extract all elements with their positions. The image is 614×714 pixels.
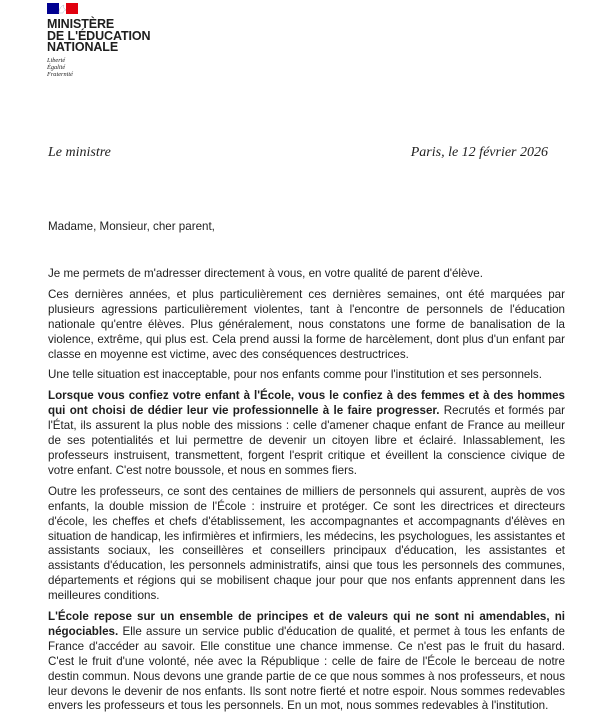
- paragraph-5: Outre les professeurs, ce sont des centaines de milliers de personnels qui assurent, auprès de vos enfants, la double mission de l'École : instruire et protéger. Ce sont les directrices et directeurs d'école, les cheffes et chefs d'établissement, les accompagnantes et accompagnants d'élèves en situation de handicap, les infirmières et infirmiers, les médecins, les psychologues, les assistantes et assistants sociaux, les conseillères et conseillers principaux d'éducation, les assistantes et assistants d'éducation, les personnels administratifs, ainsi que tous les personnels des communes, départements et régions qui se mobilisent chaque jour pour que nos enfants apprennent dans les meilleures conditions.: [48, 484, 565, 603]
- flag-red-band: [66, 3, 78, 14]
- paragraph-3: Une telle situation est inacceptable, pour nos enfants comme pour l'institution et ses personnels.: [48, 368, 542, 382]
- paragraph-6-text: Elle assure un service public d'éducation de qualité, et permet à tous les enfants de France d'accéder au savoir. Elle constitue une chance immense. Ce n'est pas le fruit du hasard. C'est le fruit d'une volonté, née avec la République : celle de faire de l'École le berceau de notre destin commun. Nous devons une grande partie de ce que nous sommes à nos professeurs, et nous leur devons le devenir de nos enfants. Ils sont notre fierté et notre espoir. Nous sommes redevables envers les professeurs et tous les personnels. En un mot, nous sommes redevables à l'institution.: [48, 624, 565, 713]
- paragraph-4-text: Recrutés et formés par l'État, ils assurent la plus noble des missions : celle d'amener chaque enfant de France au meilleur de ses potentialités et lui permettre de devenir un citoyen libre et éclairé. Inlassablement, les professeurs instruisent, transmettent, forgent l'esprit critique et éveillent la conscience civique de votre enfant. C'est notre boussole, et nous en sommes fiers.: [48, 404, 565, 477]
- ministry-logo: [47, 3, 187, 78]
- ministry-name-line1: MINISTÈRE: [47, 17, 115, 31]
- marianne-icon: [57, 4, 67, 14]
- letter-salutation: Madame, Monsieur, cher parent,: [48, 220, 215, 233]
- motto-egalite: Égalité: [47, 63, 66, 71]
- motto-fraternite: Fraternité: [47, 70, 73, 78]
- motto-liberte: Liberté: [47, 56, 66, 64]
- paragraph-6-emphasis: L'École repose sur un ensemble de principes et de valeurs qui ne sont ni amendables, ni négociables.: [48, 610, 565, 638]
- paragraph-4-emphasis: Lorsque vous confiez votre enfant à l'École, vous le confiez à des femmes et à des hommes qui ont choisi de dédier leur vie professionnelle à le faire progresser.: [48, 389, 565, 418]
- ministry-name: [47, 19, 187, 54]
- republic-motto: [47, 57, 187, 78]
- paragraph-4: [48, 389, 565, 478]
- tricolor-flag: [47, 3, 78, 14]
- letter-body: [48, 267, 565, 714]
- paragraph-2: Ces dernières années, et plus particulièrement ces dernières semaines, ont été marquées par plusieurs agressions particulièrement violentes, tant à l'encontre de personnels de l'éducation nationale qu'entre élèves. Plus généralement, nous constatons une forme de banalisation de la violence, extrême, qui plus est. Cela prend aussi la forme de harcèlement, dont plus d'un enfant par classe en moyenne est victime, avec des conséquences destructrices.: [48, 287, 565, 361]
- ministry-name-line2: DE L'ÉDUCATION: [47, 28, 151, 43]
- paragraph-6: [48, 610, 565, 714]
- paragraph-1: Je me permets de m'adresser directement à vous, en votre qualité de parent d'élève.: [48, 267, 483, 280]
- ministry-name-line3: NATIONALE: [47, 40, 119, 54]
- letter-place-date: Paris, le 12 février 2026: [410, 145, 548, 160]
- letter-sender: Le ministre: [48, 145, 111, 160]
